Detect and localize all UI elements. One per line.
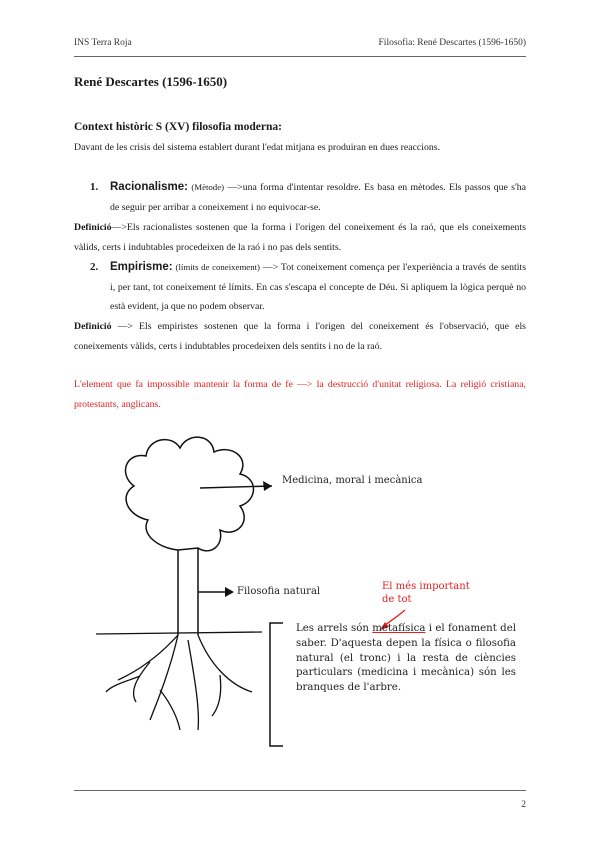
item-term: Empirisme: [110, 261, 173, 273]
intro-paragraph: Davant de les crisis del sistema establert durant l'edat mitjana es produiran en dues reaccions. [74, 141, 441, 153]
context-section [74, 118, 526, 157]
bracket [270, 623, 283, 746]
highlighted-statement: L'element que fa impossible mantenir la forma de fe —> la destrucció d'unitat religiosa. La religió cristiana, protestants, anglicans. [74, 379, 526, 410]
empiricism-item [74, 258, 526, 317]
item-text: —> Tot coneixement comença per l'experiència a través de sentits i, per tant, tot coneixement té límits. En cas s'escapa el concepte de Déu. Si apliquem la lògica perquè no està evident, ja que no podem observar. [110, 262, 527, 312]
tree-roots [106, 635, 252, 730]
label-important: El més important de tot [382, 581, 470, 605]
item-text: —>una forma d'intentar resoldre. Es basa en mètodes. Els passos que s'ha de seguir per arribar a coneixement i no equivocar-se. [110, 182, 526, 213]
footer-divider [74, 790, 526, 791]
header-school: INS Terra Roja [74, 38, 132, 48]
rationalism-definition [74, 218, 526, 257]
ground-line [96, 632, 262, 634]
rationalism-item [74, 178, 526, 217]
item-note: (límits de coneixement) [175, 262, 260, 272]
header-divider [74, 56, 526, 57]
item-number: 2. [90, 261, 99, 273]
item-term: Racionalisme: [110, 181, 188, 193]
header-topic: Filosofia: René Descartes (1596-1650) [378, 38, 526, 48]
item-note: (Mètode) [191, 182, 225, 192]
section-heading: Context històric S (XV) filosofia moderna: [74, 121, 282, 133]
empiricism-definition [74, 317, 526, 356]
tree-crown [125, 437, 253, 551]
label-trunk: Filosofia natural [237, 586, 321, 597]
highlighted-word: metafísica [372, 623, 426, 634]
definition-label: Definició [74, 321, 112, 332]
page-number: 2 [521, 800, 526, 810]
tree-trunk [178, 548, 198, 635]
definition-label: Definició [74, 222, 112, 233]
page-title: René Descartes (1596-1650) [74, 74, 228, 89]
definition-text: —> Els empiristes sostenen que la forma i l'origen del coneixement és l'observació, que els coneixements vàlids, certs i indubtables procedeixen dels sentits i no de la raó. [74, 321, 526, 352]
definition-text: —>Els racionalistes sostenen que la forma i l'origen del coneixement és la raó, que els coneixements vàlids, certs i indubtables procedeixen de la raó i no pas dels sentits. [74, 222, 526, 253]
arrow-crown [200, 486, 272, 488]
roots-note: Les arrels són metafísica i el fonament del saber. D'aquesta depen la física o filosofia natural (el tronc) i la resta de ciències particulars (medicina i mecànica) són les branques de l'arbre. [296, 623, 516, 694]
item-number: 1. [90, 181, 99, 193]
label-crown: Medicina, moral i mecànica [282, 475, 423, 486]
